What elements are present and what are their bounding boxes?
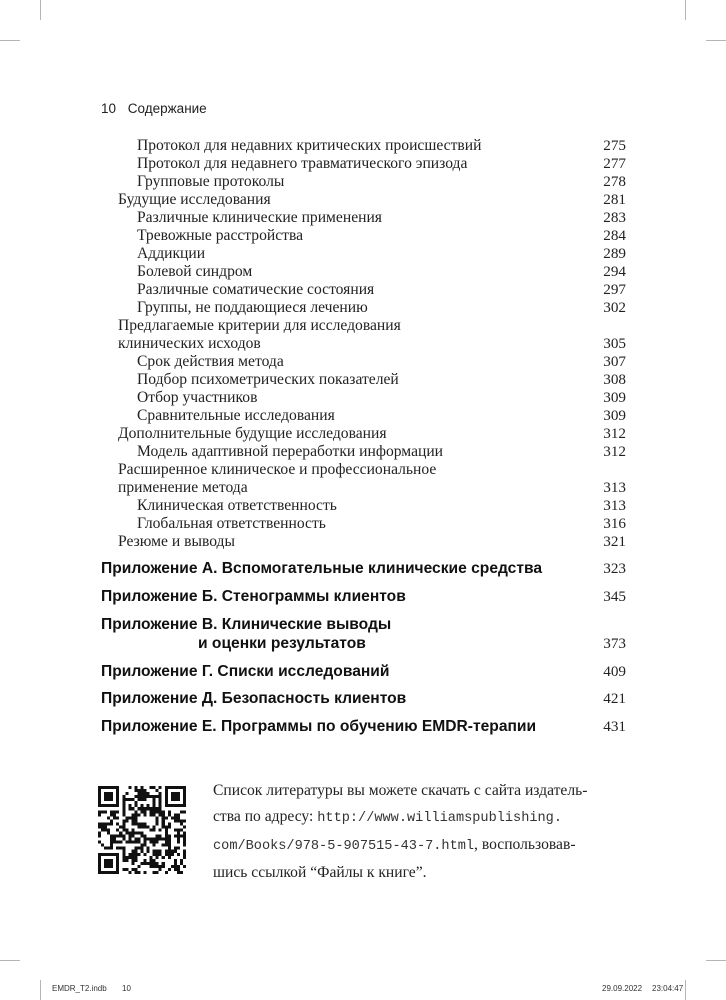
appendix-page: 345 [603,588,626,605]
appendix-title: Приложение Д. Безопасность клиентов [101,690,407,707]
toc-entry-page: 305 [603,335,626,352]
toc-entry-title: Протокол для недавних критических происшествий [137,137,482,154]
toc-entry-title: Группы, не поддающиеся лечению [137,299,368,316]
note-url-part: http://www.williamspublishing. [317,811,562,826]
header-page-number: 10 [101,101,117,116]
footer-file: EMDR_T2.indb [52,984,107,993]
toc-entry-page: 278 [603,173,626,190]
download-note [213,778,633,886]
footer-page: 10 [122,984,131,993]
toc-entry-title: Аддикции [137,245,206,262]
footer-time: 23:04:47 [652,984,684,993]
toc-entry-page: 294 [603,263,626,280]
toc-entry-title: применение метода [118,479,248,496]
toc-entry-page: 275 [603,137,626,154]
appendix-title: Приложение В. Клинические выводы [101,616,392,633]
toc-entry-page: 313 [603,479,626,496]
footer-date: 29.09.2022 [602,984,643,993]
note-line: ства по адресу: [213,808,318,825]
toc-entry-title: Отбор участников [137,389,258,406]
note-line: Список литературы вы можете скачать с сайта издатель- [213,782,588,799]
toc-entry-page: 283 [603,209,626,226]
appendix-title: Приложение Е. Программы по обучению EMDR-терапии [101,718,537,735]
toc-entry-title: Различные клинические применения [137,209,382,226]
appendix-page: 431 [603,718,626,735]
appendix-title: и оценки результатов [198,635,366,652]
note-url-part: com/Books/978-5-907515-43-7.html [213,839,475,854]
appendix-title: Приложение А. Вспомогательные клинические средства [101,560,543,577]
toc-entry-page: 312 [603,443,626,460]
toc-entry-title: Групповые протоколы [137,173,285,190]
toc-entry-page: 309 [603,407,626,424]
toc-entry-title: Срок действия метода [137,353,284,370]
appendix-page: 421 [603,690,626,707]
toc-entry-page: 313 [603,497,626,514]
toc-entry-page: 281 [603,191,626,208]
toc-entry-page: 277 [603,155,626,172]
toc-entry-title: Тревожные расстройства [137,227,304,244]
header-title: Содержание [127,101,207,116]
appendix-title: Приложение Г. Списки исследований [101,663,390,680]
toc-entry-page: 297 [603,281,626,298]
appendix-page: 409 [603,663,626,680]
toc-entry-title: Расширенное клиническое и профессиональное [118,461,437,478]
toc-entry-page: 307 [603,353,626,370]
toc-entry-title: Глобальная ответственность [137,515,326,532]
toc-entry-title: Резюме и выводы [118,533,235,550]
appendix-page: 373 [603,635,626,652]
note-line: , воспользовав- [474,836,576,853]
appendix-page: 323 [603,560,626,577]
toc-entry-page: 316 [603,515,626,532]
toc-entry-page: 312 [603,425,626,442]
toc-entry-title: Болевой синдром [137,263,253,280]
toc-entry-title: клинических исходов [118,335,261,352]
appendix-title: Приложение Б. Стенограммы клиентов [101,588,406,605]
toc-entry-title: Модель адаптивной переработки информации [137,443,444,460]
toc-entry-title: Подбор психометрических показателей [137,371,399,388]
toc-entry-title: Дополнительные будущие исследования [118,425,387,442]
toc-entry-title: Протокол для недавнего травматического эпизода [137,155,468,172]
toc-entry-page: 289 [603,245,626,262]
toc-entry-page: 309 [603,389,626,406]
toc-entry-page: 284 [603,227,626,244]
toc-entry-title: Будущие исследования [118,191,271,208]
toc-entry-title: Сравнительные исследования [137,407,335,424]
toc-entry-page: 308 [603,371,626,388]
toc-entry-title: Различные соматические состояния [137,281,375,298]
toc-entry-page: 321 [603,533,626,550]
toc-entry-title: Предлагаемые критерии для исследования [118,317,401,334]
qr-code-icon [98,786,186,874]
toc-entry-title: Клиническая ответственность [137,497,337,514]
note-line: шись ссылкой “Файлы к книге”. [213,864,427,881]
toc-entry-page: 302 [603,299,626,316]
